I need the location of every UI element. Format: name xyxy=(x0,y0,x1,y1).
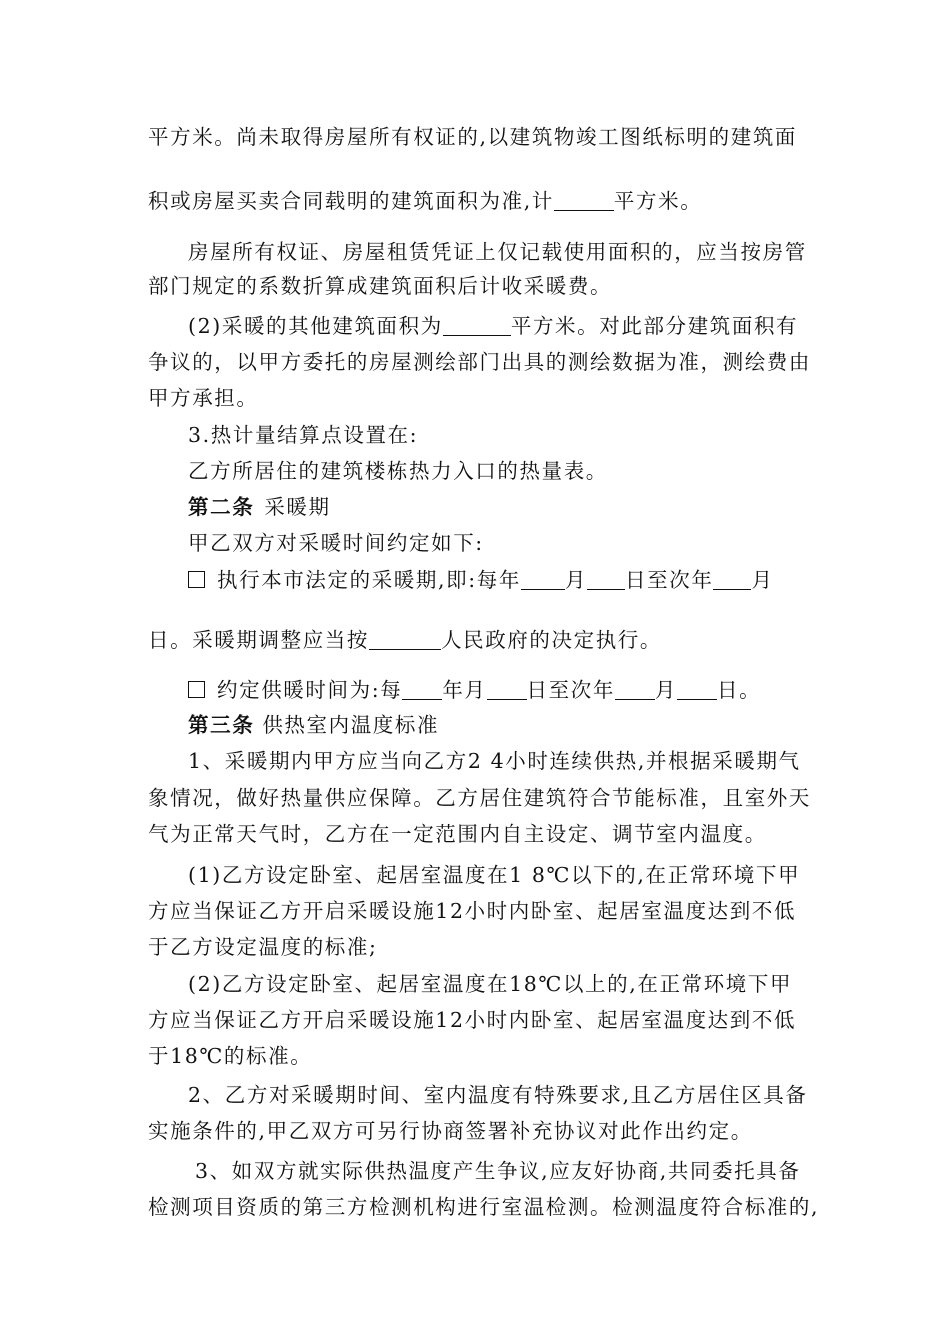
line-text: 方应当保证乙方开启采暖设施12小时内卧室、起居室温度达到不低 xyxy=(148,1008,797,1032)
line-text: 日。采暖期调整应当按 xyxy=(148,628,369,652)
paragraph-line xyxy=(148,933,950,961)
fill-in-blank xyxy=(713,569,751,590)
paragraph-line xyxy=(188,312,950,340)
fill-in-blank xyxy=(402,679,442,700)
article-heading xyxy=(188,711,950,739)
line-text: 约定供暖时间为:每 xyxy=(217,678,403,702)
line-text: (1)乙方设定卧室、起居室温度在1 8℃以下的,在正常环境下甲 xyxy=(188,863,801,887)
paragraph-line xyxy=(148,820,950,848)
fill-in-blank xyxy=(677,679,717,700)
line-text: 人民政府的决定执行。 xyxy=(441,628,662,652)
paragraph-line xyxy=(188,529,950,557)
line-text: 3、如双方就实际供热温度产生争议,应友好协商,共同委托具备 xyxy=(195,1159,801,1183)
paragraph-line xyxy=(195,1157,950,1185)
paragraph-line xyxy=(188,1081,950,1109)
line-text: 气为正常天气时，乙方在一定范围内自主设定、调节室内温度。 xyxy=(148,822,767,846)
fill-in-blank xyxy=(369,629,441,650)
checkbox-option xyxy=(188,566,950,594)
line-text: 执行本市法定的采暖期,即:每年 xyxy=(217,568,521,592)
line-text: 象情况，做好热量供应保障。乙方居住建筑符合节能标准，且室外天 xyxy=(148,786,811,810)
fill-in-blank xyxy=(443,315,511,336)
paragraph-line xyxy=(148,1006,950,1034)
paragraph-line xyxy=(188,861,950,889)
fill-in-blank xyxy=(615,679,655,700)
line-text: 甲乙双方对采暖时间约定如下: xyxy=(188,531,484,555)
line-text: 月 xyxy=(654,678,678,702)
checkbox[interactable] xyxy=(188,681,205,698)
line-text: 3.热计量结算点设置在: xyxy=(188,423,419,447)
line-text: 争议的，以甲方委托的房屋测绘部门出具的测绘数据为准，测绘费由 xyxy=(148,350,811,374)
line-text: 年月 xyxy=(442,678,487,702)
line-text: 房屋所有权证、房屋租赁凭证上仅记载使用面积的，应当按房管 xyxy=(188,240,807,264)
line-text: 平方米。尚未取得房屋所有权证的,以建筑物竣工图纸标明的建筑面 xyxy=(148,125,798,149)
paragraph-line xyxy=(148,784,950,812)
paragraph-line xyxy=(148,1117,950,1145)
line-text: (2)乙方设定卧室、起居室温度在18℃以上的,在正常环境下甲 xyxy=(188,972,793,996)
paragraph-line xyxy=(188,238,950,266)
article-title: 供热室内温度标准 xyxy=(262,713,440,737)
line-text: 平方米。 xyxy=(613,189,703,213)
paragraph-line xyxy=(148,897,950,925)
line-text: 部门规定的系数折算成建筑面积后计收采暖费。 xyxy=(148,274,613,298)
line-text: 实施条件的,甲乙双方可另行协商签署补充协议对此作出约定。 xyxy=(148,1119,753,1143)
fill-in-blank xyxy=(487,679,527,700)
line-text: 1、采暖期内甲方应当向乙方2 4小时连续供热,并根据采暖期气 xyxy=(188,749,801,773)
article-number: 第二条 xyxy=(188,495,255,519)
paragraph-line xyxy=(148,384,950,412)
line-text: 积或房屋买卖合同载明的建筑面积为准,计 xyxy=(148,189,554,213)
article-title: 采暖期 xyxy=(264,495,331,519)
checkbox-option xyxy=(188,676,950,704)
line-text: 甲方承担。 xyxy=(148,386,259,410)
line-text: 于乙方设定温度的标准; xyxy=(148,935,378,959)
paragraph-line xyxy=(188,457,950,485)
article-number: 第三条 xyxy=(188,713,255,737)
fill-in-blank xyxy=(554,190,614,211)
fill-in-blank xyxy=(521,569,565,590)
line-text: 乙方所居住的建筑楼栋热力入口的热量表。 xyxy=(188,459,608,483)
line-text: 月 xyxy=(751,568,774,592)
line-text: 平方米。对此部分建筑面积有 xyxy=(510,314,799,338)
paragraph-line xyxy=(188,747,950,775)
line-text: 月 xyxy=(564,568,588,592)
line-text: 检测项目资质的第三方检测机构进行室温检测。检测温度符合标准的, xyxy=(148,1195,820,1219)
line-text: 日。 xyxy=(717,678,762,702)
paragraph-line xyxy=(148,626,950,654)
line-text: 方应当保证乙方开启采暖设施12小时内卧室、起居室温度达到不低 xyxy=(148,899,797,923)
line-text: 日至次年 xyxy=(625,568,714,592)
article-heading xyxy=(188,493,950,521)
paragraph-line xyxy=(148,348,950,376)
checkbox[interactable] xyxy=(188,571,205,588)
line-text: 2、乙方对采暖期时间、室内温度有特殊要求,且乙方居住区具备 xyxy=(188,1083,808,1107)
paragraph-line xyxy=(148,123,950,151)
paragraph-line xyxy=(148,1193,950,1221)
paragraph-line xyxy=(188,421,950,449)
line-text: 日至次年 xyxy=(526,678,615,702)
paragraph-line xyxy=(148,272,950,300)
paragraph-line xyxy=(148,187,950,215)
line-text: 于18℃的标准。 xyxy=(148,1044,313,1068)
paragraph-line xyxy=(148,1042,950,1070)
paragraph-line xyxy=(188,970,950,998)
line-text: (2)采暖的其他建筑面积为 xyxy=(188,314,443,338)
fill-in-blank xyxy=(587,569,625,590)
